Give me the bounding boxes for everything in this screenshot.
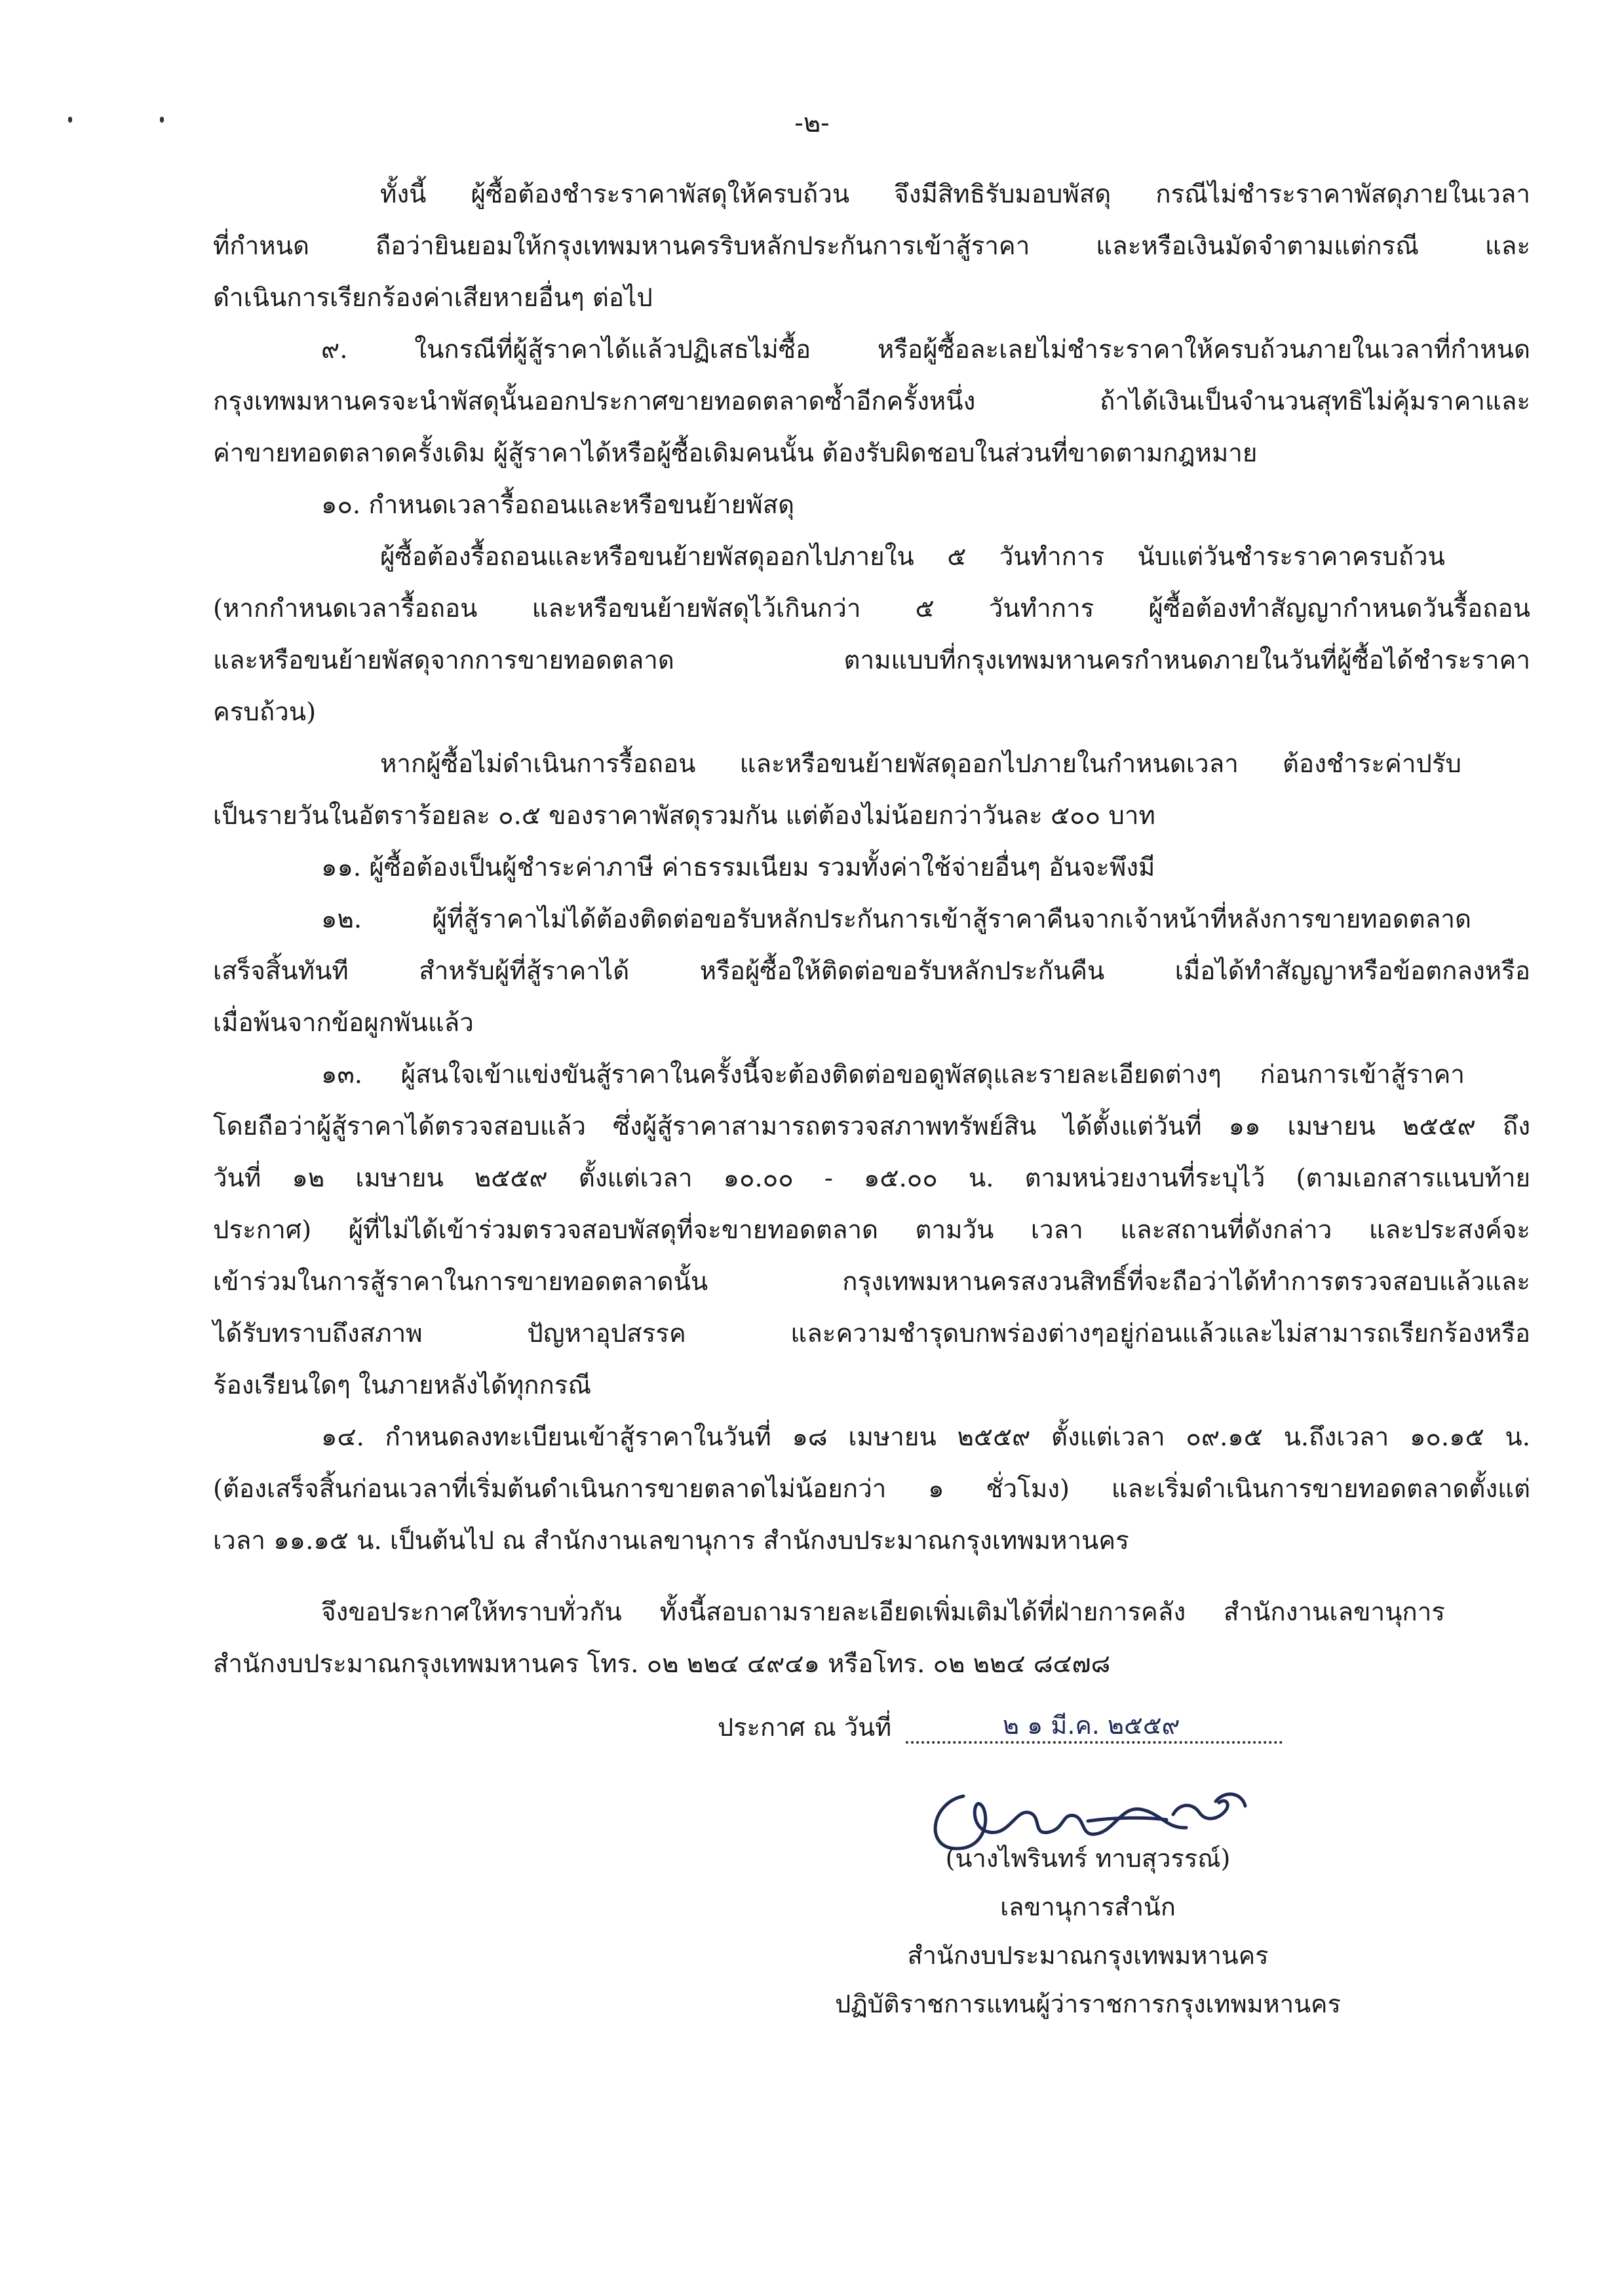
body-line: เป็นรายวันในอัตราร้อยละ ๐.๕ ของราคาพัสดุรวมกัน แต่ต้องไม่น้อยกว่าวันละ ๕๐๐ บาท — [213, 801, 1155, 831]
body-line: หากผู้ซื้อไม่ดำเนินการรื้อถอน และหรือขนย้ายพัสดุออกไปภายในกำหนดเวลา ต้องชำระค่าปรับ — [380, 749, 1461, 779]
body-line: ๑๒. ผู้ที่สู้ราคาไม่ได้ต้องติดต่อขอรับหลักประกันการเข้าสู้ราคาคืนจากเจ้าหน้าที่หลังการขายทอดตลาด — [321, 905, 1471, 934]
body-line: กรุงเทพมหานครจะนำพัสดุนั้นออกประกาศขายทอดตลาดซ้ำอีกครั้งหนึ่ง ถ้าได้เงินเป็นจำนวนสุทธิไม่คุ้มราคาและ — [213, 387, 1530, 416]
signatory-name: (นางไพรินทร์ ทาบสุวรรณ์) — [945, 1844, 1231, 1873]
body-line: (หากกำหนดเวลารื้อถอน และหรือขนย้ายพัสดุไว้เกินกว่า ๕ วันทำการ ผู้ซื้อต้องทำสัญญากำหนดวันรื้อถอน — [213, 594, 1530, 623]
body-line: ผู้ซื้อต้องรื้อถอนและหรือขนย้ายพัสดุออกไปภายใน ๕ วันทำการ นับแต่วันชำระราคาครบถ้วน — [380, 542, 1445, 572]
body-line: และหรือขนย้ายพัสดุจากการขายทอดตลาด ตามแบบที่กรุงเทพมหานครกำหนดภายในวันที่ผู้ซื้อได้ชำระราคา — [213, 646, 1530, 675]
body-line: ร้องเรียนใดๆ ในภายหลังได้ทุกกรณี — [213, 1371, 592, 1400]
body-line: เข้าร่วมในการสู้ราคาในการขายทอดตลาดนั้น กรุงเทพมหานครสงวนสิทธิ์ที่จะถือว่าได้ทำการตรวจสอบแล้วและ — [213, 1267, 1530, 1297]
body-line: ๑๔. กำหนดลงทะเบียนเข้าสู้ราคาในวันที่ ๑๘ เมษายน ๒๕๕๙ ตั้งแต่เวลา ๐๙.๑๕ น.ถึงเวลา ๑๐.๑๕ น. — [321, 1422, 1530, 1452]
signatory-acting: ปฏิบัติราชการแทนผู้ว่าราชการกรุงเทพมหานคร — [835, 1990, 1341, 2018]
body-line: จึงขอประกาศให้ทราบทั่วกัน ทั้งนี้สอบถามรายละเอียดเพิ่มเติมได้ที่ฝ่ายการคลัง สำนักงานเลขานุการ — [321, 1598, 1445, 1627]
signatory-position: เลขานุการสำนัก — [1000, 1893, 1176, 1921]
body-line: เมื่อพ้นจากข้อผูกพันแล้ว — [213, 1008, 474, 1038]
body-line: ๙. ในกรณีที่ผู้สู้ราคาได้แล้วปฏิเสธไม่ซื้อ หรือผู้ซื้อละเลยไม่ชำระราคาให้ครบถ้วนภายในเวลาที่กำหนด — [321, 335, 1530, 364]
body-line: ประกาศ) ผู้ที่ไม่ได้เข้าร่วมตรวจสอบพัสดุที่จะขายทอดตลาด ตามวัน เวลา และสถานที่ดังกล่าว และประสงค์จะ — [213, 1215, 1530, 1245]
signatory-office: สำนักงบประมาณกรุงเทพมหานคร — [907, 1941, 1269, 1970]
body-line: ๑๐. กำหนดเวลารื้อถอนและหรือขนย้ายพัสดุ — [321, 490, 795, 520]
body-line: เวลา ๑๑.๑๕ น. เป็นต้นไป ณ สำนักงานเลขานุการ สำนักงบประมาณกรุงเทพมหานคร — [213, 1526, 1129, 1556]
body-line: สำนักงบประมาณกรุงเทพมหานคร โทร. ๐๒ ๒๒๔ ๔๙๔๑ หรือโทร. ๐๒ ๒๒๔ ๘๔๗๘ — [213, 1649, 1111, 1679]
body-line: ค่าขายทอดตลาดครั้งเดิม ผู้สู้ราคาได้หรือผู้ซื้อเดิมคนนั้น ต้องรับผิดชอบในส่วนที่ขาดตามกฎหมาย — [213, 439, 1258, 468]
announcement-date-handwritten: ๒ ๑ มี.ค. ๒๕๕๙ — [1003, 1711, 1180, 1740]
body-line: ๑๓. ผู้สนใจเข้าแข่งขันสู้ราคาในครั้งนี้จะต้องติดต่อขอดูพัสดุและรายละเอียดต่างๆ ก่อนการเข้าสู้ราคา — [321, 1060, 1465, 1089]
body-line: ดำเนินการเรียกร้องค่าเสียหายอื่นๆ ต่อไป — [213, 283, 653, 313]
body-line: ได้รับทราบถึงสภาพ ปัญหาอุปสรรค และความชำรุดบกพร่องต่างๆอยู่ก่อนแล้วและไม่สามารถเรียกร้องหรือ — [213, 1319, 1530, 1348]
body-line: ๑๑. ผู้ซื้อต้องเป็นผู้ชำระค่าภาษี ค่าธรรมเนียม รวมทั้งค่าใช้จ่ายอื่นๆ อันจะพึงมี — [321, 853, 1155, 882]
page-number: -๒- — [794, 108, 830, 138]
body-line: วันที่ ๑๒ เมษายน ๒๕๕๙ ตั้งแต่เวลา ๑๐.๐๐ - ๑๕.๐๐ น. ตามหน่วยงานที่ระบุไว้ (ตามเอกสารแนบท้าย — [213, 1164, 1530, 1193]
body-line: ที่กำหนด ถือว่ายินยอมให้กรุงเทพมหานครริบหลักประกันการเข้าสู้ราคา และหรือเงินมัดจำตามแต่กรณี และ — [213, 231, 1530, 261]
body-line: (ต้องเสร็จสิ้นก่อนเวลาที่เริ่มต้นดำเนินการขายตลาดไม่น้อยกว่า ๑ ชั่วโมง) และเริ่มดำเนินการขายทอดตลาดตั้งแต่ — [213, 1474, 1530, 1504]
body-line: โดยถือว่าผู้สู้ราคาได้ตรวจสอบแล้ว ซึ่งผู้สู้ราคาสามารถตรวจสภาพทรัพย์สิน ได้ตั้งแต่วันที่ ๑๑ เมษายน ๒๕๕๙ ถึง — [213, 1112, 1530, 1141]
body-line: ทั้งนี้ ผู้ซื้อต้องชำระราคาพัสดุให้ครบถ้วน จึงมีสิทธิรับมอบพัสดุ กรณีไม่ชำระราคาพัสดุภายในเวลา — [380, 180, 1530, 209]
body-line: ครบถ้วน) — [213, 697, 317, 727]
announcement-date-label: ประกาศ ณ วันที่ — [718, 1713, 892, 1742]
body-line: เสร็จสิ้นทันที สำหรับผู้ที่สู้ราคาได้ หรือผู้ซื้อให้ติดต่อขอรับหลักประกันคืน เมื่อได้ทำสัญญาหรือข้อตกลงหรือ — [213, 956, 1530, 986]
